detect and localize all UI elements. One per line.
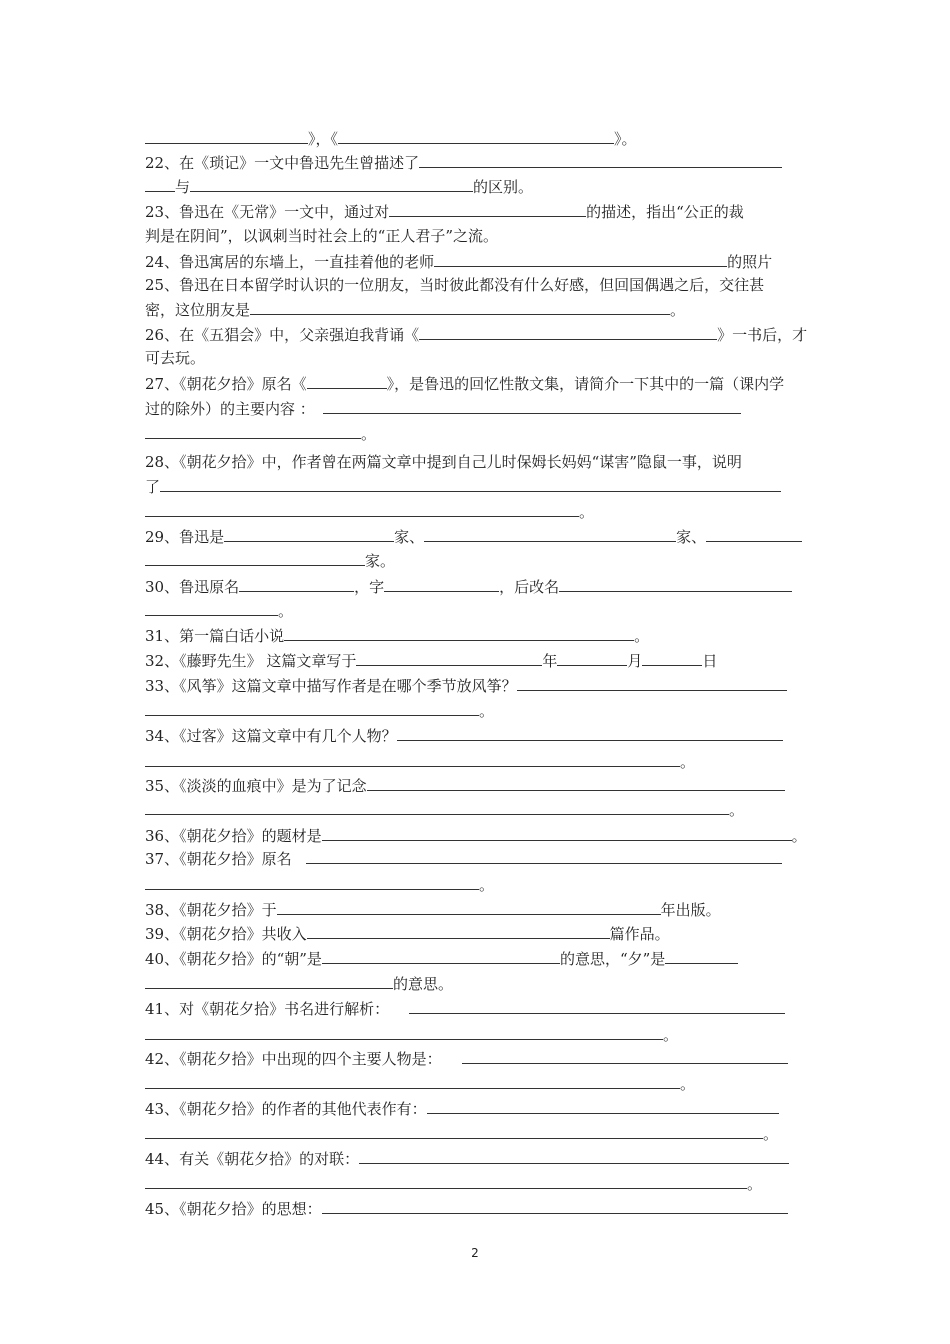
question-40-cont [145, 971, 453, 995]
blank[interactable] [145, 1071, 680, 1089]
question-31 [145, 623, 649, 647]
question-text: 30、鲁迅原名 [145, 578, 240, 596]
text: 。 [278, 602, 294, 620]
question-36 [145, 823, 807, 847]
question-text: 41、对《朝花夕拾》书名进行解析： [145, 1000, 390, 1018]
blank[interactable] [190, 174, 473, 192]
question-text: 26、在《五猖会》中，父亲强迫我背诵《 [145, 326, 420, 344]
question-27-cont [145, 396, 741, 420]
text: 的照片 [727, 253, 773, 271]
question-39 [145, 921, 670, 945]
question-text: 28、《朝花夕拾》中，作者曾在两篇文章中提到自己儿时保姆长妈妈“谋害”隐鼠一事，说明 [145, 453, 742, 471]
question-35 [145, 773, 785, 797]
blank[interactable] [323, 396, 741, 414]
question-45 [145, 1196, 788, 1220]
text: 年出版。 [660, 901, 721, 919]
text: 。 [680, 753, 696, 771]
blank[interactable] [338, 126, 614, 144]
question-27 [145, 371, 784, 395]
question-43 [145, 1096, 779, 1120]
blank[interactable] [419, 150, 782, 168]
question-text: 44、有关《朝花夕拾》的对联： [145, 1150, 360, 1168]
question-28-cont [145, 474, 781, 498]
blank[interactable] [517, 673, 787, 691]
text: 。 [479, 876, 495, 894]
page-number: 2 [471, 1246, 479, 1260]
blank[interactable] [307, 371, 387, 389]
blank[interactable] [145, 1121, 763, 1139]
blank[interactable] [359, 1146, 789, 1164]
question-text: 35、《淡淡的血痕中》是为了记念 [145, 777, 367, 795]
text: 。 [791, 827, 807, 845]
question-37-cont [145, 872, 494, 896]
text: 。 [729, 801, 745, 819]
text: 月 [627, 652, 643, 670]
question-text: 29、鲁迅是 [145, 528, 225, 546]
text: 过的除外）的主要内容 ： [145, 400, 315, 418]
blank[interactable] [145, 421, 361, 439]
blank[interactable] [706, 524, 802, 542]
question-27-cont2 [145, 421, 376, 445]
question-text: 37、《朝花夕拾》原名 [145, 850, 292, 868]
blank[interactable] [559, 574, 792, 592]
blank[interactable] [322, 1196, 788, 1214]
blank[interactable] [306, 846, 782, 864]
question-text: 39、《朝花夕拾》共收入 [145, 925, 307, 943]
text: 》一书后，才 [717, 326, 808, 344]
question-40 [145, 946, 738, 970]
question-33-cont [145, 698, 494, 722]
text: 。 [670, 301, 686, 319]
text: 的意思，“夕”是 [559, 950, 666, 968]
question-text: 33、《风筝》这篇文章中描写作者是在哪个季节放风筝？ [145, 677, 517, 695]
question-35-cont [145, 797, 744, 821]
text: 。 [680, 1075, 696, 1093]
blank[interactable] [397, 723, 783, 741]
question-text: 40、《朝花夕拾》的“朝”是 [145, 950, 322, 968]
continuation-line [145, 126, 637, 150]
question-26-cont [145, 346, 205, 370]
question-22-cont [145, 174, 533, 198]
text: 》。 [614, 130, 637, 148]
blank[interactable] [145, 749, 680, 767]
question-text: 24、鲁迅寓居的东墙上，一直挂着他的老师 [145, 253, 435, 271]
question-42-cont [145, 1071, 695, 1095]
text: 。 [747, 1175, 763, 1193]
question-text: 43、《朝花夕拾》的作者的其他代表作有： [145, 1100, 427, 1118]
question-24 [145, 249, 772, 273]
question-text: 25、鲁迅在日本留学时认识的一位朋友，当时彼此都没有什么好感，但回国偶遇之后，交往甚 [145, 276, 765, 294]
blank[interactable] [557, 648, 627, 666]
text: 》，是鲁迅的回忆性散文集，请简介一下其中的一篇（课内学 [386, 375, 785, 393]
text: 与 [175, 178, 191, 196]
blank[interactable] [145, 872, 479, 890]
text: ，字 [354, 578, 385, 596]
blank[interactable] [642, 648, 702, 666]
blank[interactable] [145, 598, 278, 616]
blank[interactable] [160, 474, 781, 492]
question-29-cont [145, 548, 395, 572]
question-38 [145, 897, 721, 921]
blank[interactable] [389, 199, 586, 217]
blank[interactable] [367, 773, 785, 791]
blank[interactable] [434, 249, 727, 267]
text: 。 [763, 1125, 779, 1143]
question-44 [145, 1146, 789, 1170]
question-29 [145, 524, 802, 548]
question-text: 36、《朝花夕拾》的题材是 [145, 827, 322, 845]
question-43-cont [145, 1121, 778, 1145]
question-34 [145, 723, 783, 747]
blank[interactable] [424, 524, 676, 542]
blank[interactable] [277, 897, 661, 915]
blank[interactable] [145, 174, 175, 192]
question-44-cont [145, 1171, 762, 1195]
question-text: 34、《过客》这篇文章中有几个人物？ [145, 727, 397, 745]
question-text: 42、《朝花夕拾》中出现的四个主要人物是： [145, 1050, 442, 1068]
question-28 [145, 450, 742, 474]
question-22 [145, 150, 782, 174]
blank[interactable] [145, 126, 308, 144]
question-42 [145, 1046, 788, 1070]
text: 家、 [676, 528, 707, 546]
blank[interactable] [145, 797, 729, 815]
question-34-cont [145, 749, 695, 773]
blank[interactable] [145, 698, 479, 716]
blank[interactable] [356, 648, 542, 666]
blank[interactable] [307, 921, 610, 939]
blank[interactable] [384, 574, 499, 592]
text: 年 [542, 652, 558, 670]
blank[interactable] [224, 524, 394, 542]
question-26 [145, 322, 807, 346]
question-23 [145, 199, 744, 223]
text: 的意思。 [393, 975, 454, 993]
text: 的描述，指出“公正的裁 [586, 203, 744, 221]
blank[interactable] [239, 574, 354, 592]
text: 。 [634, 627, 650, 645]
blank[interactable] [409, 996, 785, 1014]
question-text: 31、第一篇白话小说 [145, 627, 285, 645]
blank[interactable] [427, 1096, 779, 1114]
text: 家。 [365, 552, 396, 570]
text: 可去玩。 [145, 349, 206, 367]
text: 篇作品。 [609, 925, 670, 943]
text: 密，这位朋友是 [145, 301, 251, 319]
text: 。 [579, 503, 595, 521]
question-text: 38、《朝花夕拾》于 [145, 901, 277, 919]
blank[interactable] [462, 1046, 788, 1064]
question-41 [145, 996, 785, 1020]
text: 。 [479, 702, 495, 720]
question-text: 22、在《琐记》一文中鲁迅先生曾描述了 [145, 154, 420, 172]
question-text: 27、《朝花夕拾》原名《 [145, 375, 307, 393]
text: 判是在阴间”，以讽刺当时社会上的“正人君子”之流。 [145, 227, 499, 245]
text: 日 [702, 652, 718, 670]
blank[interactable] [284, 623, 634, 641]
question-37 [145, 846, 782, 870]
blank[interactable] [250, 297, 670, 315]
blank[interactable] [145, 499, 579, 517]
question-28-cont2 [145, 499, 594, 523]
question-text: 45、《朝花夕拾》的思想： [145, 1200, 322, 1218]
question-32 [145, 648, 717, 672]
question-25 [145, 273, 764, 297]
blank[interactable] [145, 1022, 663, 1040]
blank[interactable] [419, 322, 717, 340]
question-33 [145, 673, 787, 697]
text: 了 [145, 478, 161, 496]
question-text: 32、《藤野先生》 这篇文章写于 [145, 652, 357, 670]
text: 的区别。 [473, 178, 534, 196]
text: 。 [663, 1026, 679, 1044]
question-text: 23、鲁迅在《无常》一文中，通过对 [145, 203, 390, 221]
blank[interactable] [145, 1171, 747, 1189]
question-23-cont [145, 224, 498, 248]
text: 》，《 [308, 130, 339, 148]
question-41-cont [145, 1022, 678, 1046]
blank[interactable] [322, 823, 792, 841]
question-25-cont [145, 297, 685, 321]
text: 家、 [394, 528, 425, 546]
blank[interactable] [145, 971, 393, 989]
blank[interactable] [322, 946, 560, 964]
question-30-cont [145, 598, 293, 622]
text: ，后改名 [499, 578, 560, 596]
blank[interactable] [665, 946, 738, 964]
question-30 [145, 574, 792, 598]
text: 。 [361, 425, 377, 443]
blank[interactable] [145, 548, 365, 566]
